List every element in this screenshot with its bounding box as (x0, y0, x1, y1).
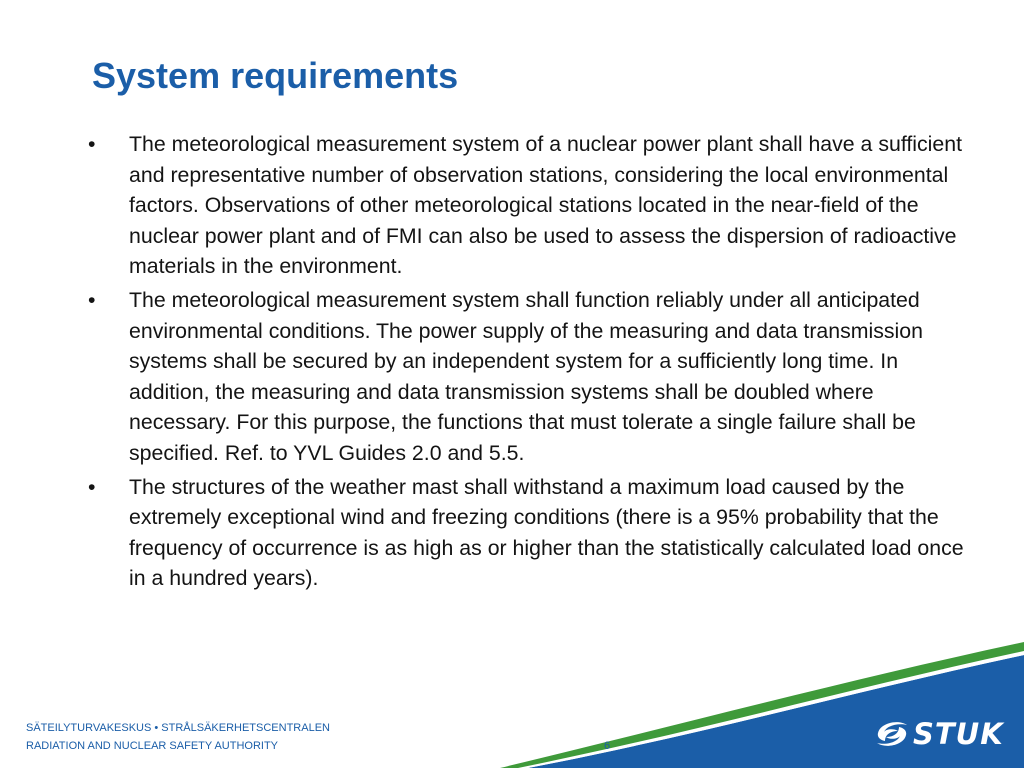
bullet-text: The structures of the weather mast shall withstand a maximum load caused by the extremely exceptional wind and freezing conditions (there is a 95% probability that the frequency of occurrence is as high as or higher than the statistically calculated load once in a hundred years). (129, 474, 964, 591)
bullet-marker: • (88, 132, 96, 156)
bullet-marker: • (88, 287, 96, 312)
stuk-logo (874, 716, 1004, 752)
bullet-marker: • (88, 474, 96, 499)
bullet-text: The meteorological measurement system shall function reliably under all anticipated environmental conditions. The power supply of the measuring and data transmission systems shall be secured by an independent system for a sufficiently long time. In addition, the measuring and data transmission systems shall be doubled where necessary. For this purpose, the functions that must tolerate a single failure shall be specified. Ref. to YVL Guides 2.0 and 5.5. (129, 287, 923, 465)
bullet-text: The meteorological measurement system of a nuclear power plant shall have a sufficient and representative number of observation stations, considering the local environmental factors. Observations of other meteorological stations located in the near-field of the nuclear power plant and of FMI can also be used to assess the dispersion of radioactive materials in the environment. (129, 132, 962, 279)
logo-text: STUK (913, 717, 1004, 751)
footer-organization-names: SÄTEILYTURVAKESKUS • STRÅLSÄKERHETSCENTRALEN (26, 722, 330, 734)
page-number: 6 (604, 740, 611, 752)
footer-authority-name: RADIATION AND NUCLEAR SAFETY AUTHORITY (26, 740, 279, 752)
slide-title: System requirements (92, 55, 459, 96)
stuk-swirl-icon (874, 719, 910, 749)
